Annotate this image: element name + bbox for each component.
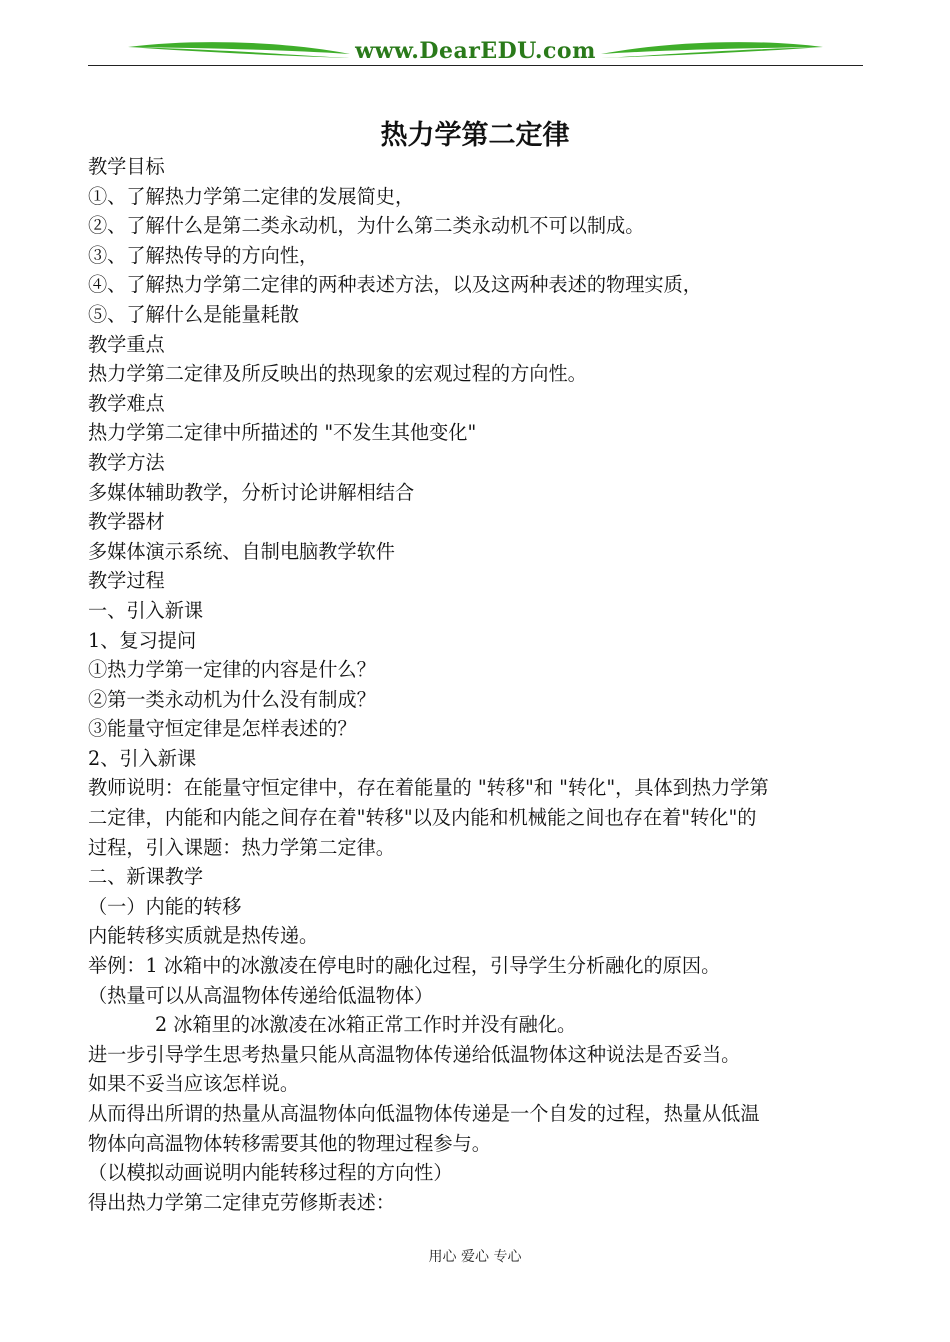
doc-line: （以模拟动画说明内能转移过程的方向性） (88, 1161, 453, 1185)
doc-line: 教学目标 (88, 155, 165, 178)
doc-line: ②、了解什么是第二类永动机，为什么第二类永动机不可以制成。 (88, 214, 645, 238)
doc-line: 热力学第二定律中所描述的 "不发生其他变化" (88, 421, 477, 445)
doc-line: 教学重点 (88, 332, 165, 356)
document-body (88, 152, 866, 1217)
doc-line: （一）内能的转移 (88, 894, 242, 918)
doc-line: 教学器材 (88, 510, 165, 534)
doc-line: 内能转移实质就是热传递。 (88, 924, 319, 948)
doc-line: ①热力学第一定律的内容是什么？ (88, 658, 376, 682)
doc-line: 从而得出所谓的热量从高温物体向低温物体传递是一个自发的过程，热量从低温 (88, 1102, 760, 1125)
doc-line: 教学过程 (88, 569, 165, 593)
site-logo-text: www.DearEDU.com (355, 38, 596, 64)
doc-line: 教学方法 (88, 450, 165, 474)
doc-line: ①、了解热力学第二定律的发展简史， (88, 184, 415, 208)
doc-line: 一、引入新课 (88, 598, 204, 622)
doc-line: 二定律，内能和内能之间存在着"转移"以及内能和机械能之间也存在着"转化"的 (88, 806, 757, 830)
doc-line: 教师说明：在能量守恒定律中，存在着能量的 "转移"和 "转化"，具体到热力学第 (88, 776, 769, 800)
doc-line-indented: 2 冰箱里的冰激凌在冰箱正常工作时并没有融化。 (155, 1013, 577, 1037)
doc-line: 2、引入新课 (88, 746, 197, 770)
doc-line: 1、复习提问 (88, 628, 197, 652)
doc-line: 热力学第二定律及所反映出的热现象的宏观过程的方向性。 (88, 362, 587, 386)
doc-line: 教学难点 (88, 391, 165, 415)
doc-line: 举例：1 冰箱中的冰激凌在停电时的融化过程，引导学生分析融化的原因。 (88, 954, 721, 978)
doc-line: ④、了解热力学第二定律的两种表述方法，以及这两种表述的物理实质， (88, 273, 702, 297)
doc-line: 得出热力学第二定律克劳修斯表述： (88, 1190, 395, 1214)
page-header (88, 30, 863, 70)
doc-line: 二、新课教学 (88, 865, 204, 889)
doc-line: ③能量守恒定律是怎样表述的？ (88, 717, 357, 741)
doc-line: ⑤、了解什么是能量耗散 (88, 302, 300, 326)
doc-line: 进一步引导学生思考热量只能从高温物体传递给低温物体这种说法是否妥当。 (88, 1042, 741, 1066)
page-footer: 用心 爱心 专心 (428, 1249, 522, 1265)
doc-line: 过程，引入课题：热力学第二定律。 (88, 835, 395, 859)
doc-line: 多媒体辅助教学，分析讨论讲解相结合 (88, 480, 415, 504)
doc-line: ②第一类永动机为什么没有制成？ (88, 687, 376, 711)
doc-line: （热量可以从高温物体传递给低温物体） (88, 983, 434, 1007)
doc-line: 物体向高温物体转移需要其他的物理过程参与。 (88, 1131, 491, 1155)
document-title: 热力学第二定律 (380, 120, 570, 151)
doc-line: 多媒体演示系统、自制电脑教学软件 (88, 539, 395, 563)
header-divider (88, 65, 863, 66)
doc-line: ③、了解热传导的方向性， (88, 243, 319, 267)
doc-line: 如果不妥当应该怎样说。 (88, 1072, 300, 1096)
